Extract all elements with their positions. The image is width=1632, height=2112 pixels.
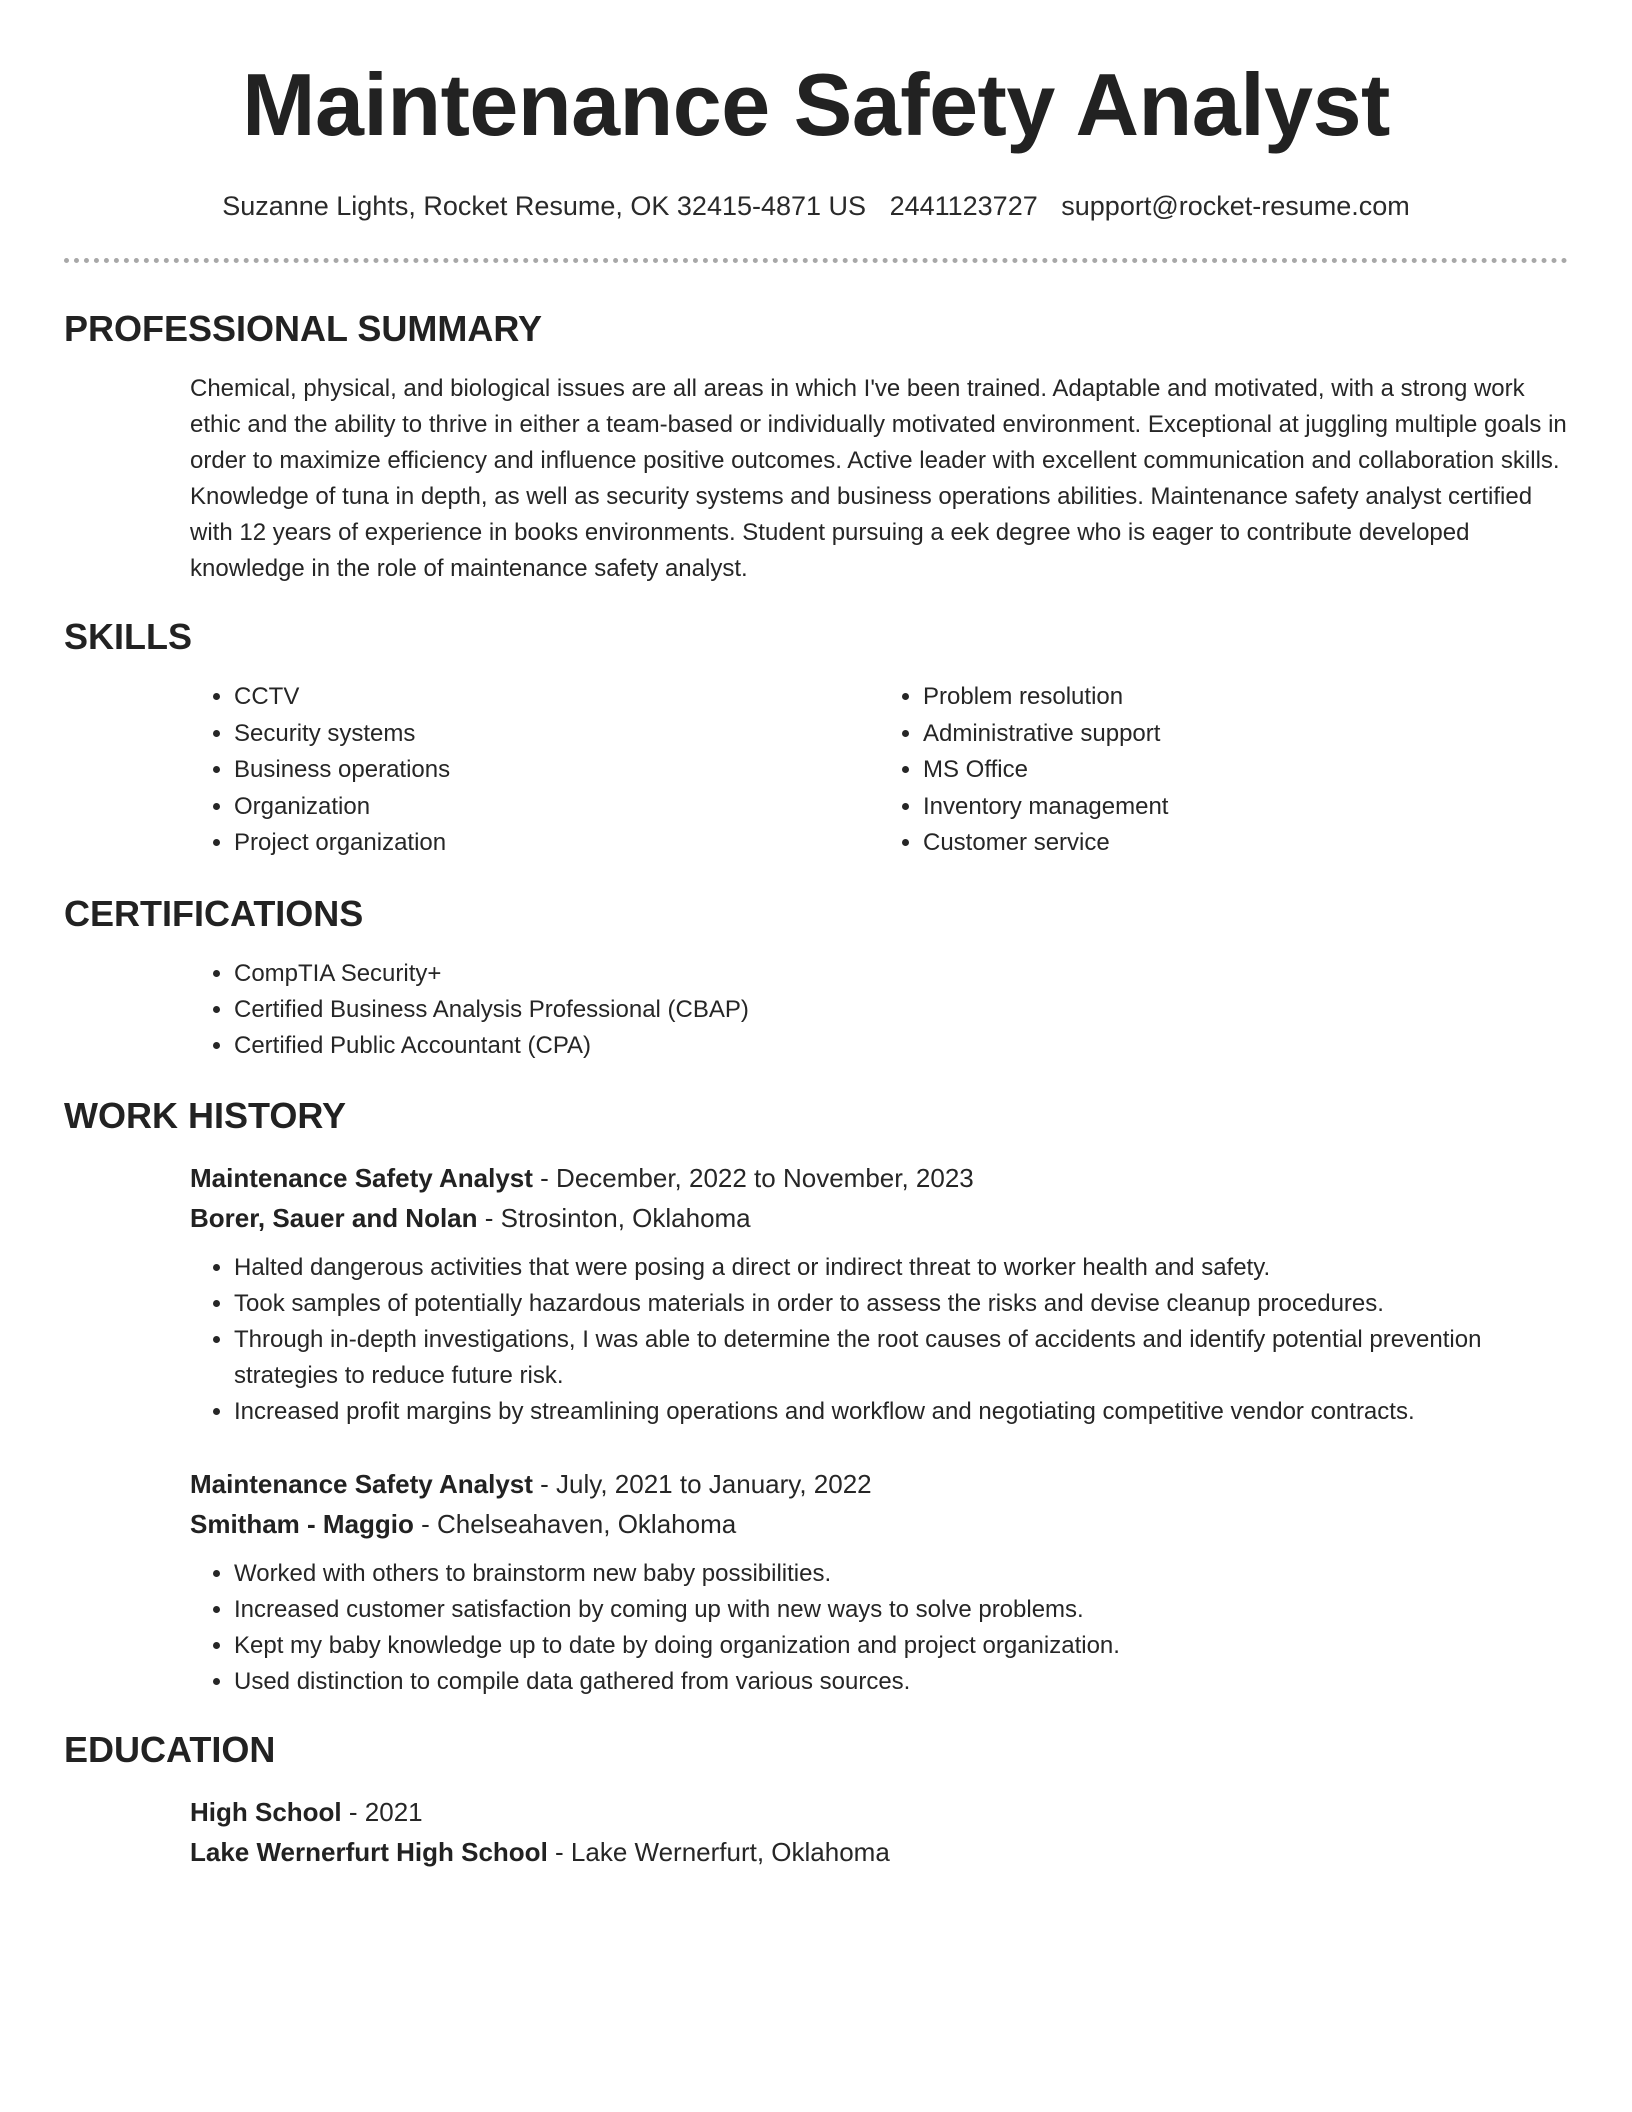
list-item: • Kept my baby knowledge up to date by doing organization and project organization. [234,1628,1568,1664]
skills-section [64,615,1568,862]
education-heading: EDUCATION [64,1728,276,1770]
list-item: • Halted dangerous activities that were posing a direct or indirect threat to worker health and safety. [234,1250,1568,1286]
job-title-line [190,1158,1568,1198]
list-item: • Problem resolution [923,679,1568,716]
summary-text: Chemical, physical, and biological issues are all areas in which I've been trained. Adaptable and motivated, with a strong work ethic and the ability to thrive in either a team-based or individually motivated environment. Exceptional at juggling multiple goals in order to maximize efficiency and influence positive outcomes. Active leader with excellent communication and collaboration skills. Knowledge of tuna in depth, as well as security systems and business operations abilities. Maintenance safety analyst certified with 12 years of experience in books environments. Student pursuing a eek degree who is eager to contribute developed knowledge in the role of maintenance safety analyst. [190,375,1567,582]
skills-list-left [190,679,879,862]
list-item: • Took samples of potentially hazardous materials in order to assess the risks and devise cleanup procedures. [234,1286,1568,1322]
list-item: • Increased profit margins by streamlining operations and workflow and negotiating competitive vendor contracts. [234,1394,1568,1430]
job-location: - Strosinton, Oklahoma [477,1202,751,1233]
job-dates: - July, 2021 to January, 2022 [532,1468,872,1499]
work-history-heading: WORK HISTORY [64,1094,347,1136]
summary-heading: PROFESSIONAL SUMMARY [64,308,543,349]
job-company-line [190,1504,1568,1544]
list-item: • Security systems [234,716,879,753]
contact-line [64,188,1568,224]
list-item: • CompTIA Security+ [234,956,1568,992]
list-item: • Administrative support [923,716,1568,753]
education-degree-line [190,1792,1568,1832]
summary-section [64,307,1568,587]
resume-header [64,0,1568,224]
job-title-line [190,1464,1568,1504]
education-section [64,1728,1568,1872]
list-item: • Inventory management [923,789,1568,826]
list-item: • CCTV [234,679,879,716]
education-location: - Lake Wernerfurt, Oklahoma [547,1836,890,1867]
contact-phone: 2441123727 [889,191,1038,221]
job-company: Smitham - Maggio [190,1508,414,1539]
education-degree: High School [190,1796,342,1827]
skills-list-right [879,679,1568,862]
job-location: - Chelseahaven, Oklahoma [413,1508,737,1539]
list-item: • Increased customer satisfaction by coming up with new ways to solve problems. [234,1592,1568,1628]
skills-heading: SKILLS [64,616,193,657]
list-item: • Customer service [923,825,1568,862]
education-school: Lake Wernerfurt High School [190,1836,548,1867]
job-company-line [190,1198,1568,1238]
education-school-line [190,1832,1568,1872]
page-title: Maintenance Safety Analyst [242,55,1390,154]
job-duties-list [190,1556,1568,1700]
list-item: • Used distinction to compile data gathered from various sources. [234,1664,1568,1700]
work-history-section [64,1094,1568,1700]
job-role: Maintenance Safety Analyst [190,1468,533,1499]
list-item: • Certified Business Analysis Professional (CBAP) [234,992,1568,1028]
contact-address: Suzanne Lights, Rocket Resume, OK 32415-4871 US [222,191,867,221]
job-role: Maintenance Safety Analyst [190,1162,533,1193]
list-item: • Through in-depth investigations, I was able to determine the root causes of accidents and identify potential prevention strategies to reduce future risk. [234,1322,1568,1394]
job-entry [190,1464,1568,1700]
certifications-section [64,892,1568,1064]
list-item: • Organization [234,789,879,826]
header-divider [64,258,1568,263]
list-item: • Worked with others to brainstorm new baby possibilities. [234,1556,1568,1592]
certifications-list [190,956,1568,1064]
job-dates: - December, 2022 to November, 2023 [532,1162,974,1193]
list-item: • Certified Public Accountant (CPA) [234,1028,1568,1064]
job-company: Borer, Sauer and Nolan [190,1202,478,1233]
job-duties-list [190,1250,1568,1430]
job-entry [190,1158,1568,1430]
list-item: • Business operations [234,752,879,789]
certifications-heading: CERTIFICATIONS [64,892,364,934]
list-item: • MS Office [923,752,1568,789]
list-item: • Project organization [234,825,879,862]
education-year: - 2021 [341,1796,423,1827]
contact-email: support@rocket-resume.com [1061,191,1410,221]
